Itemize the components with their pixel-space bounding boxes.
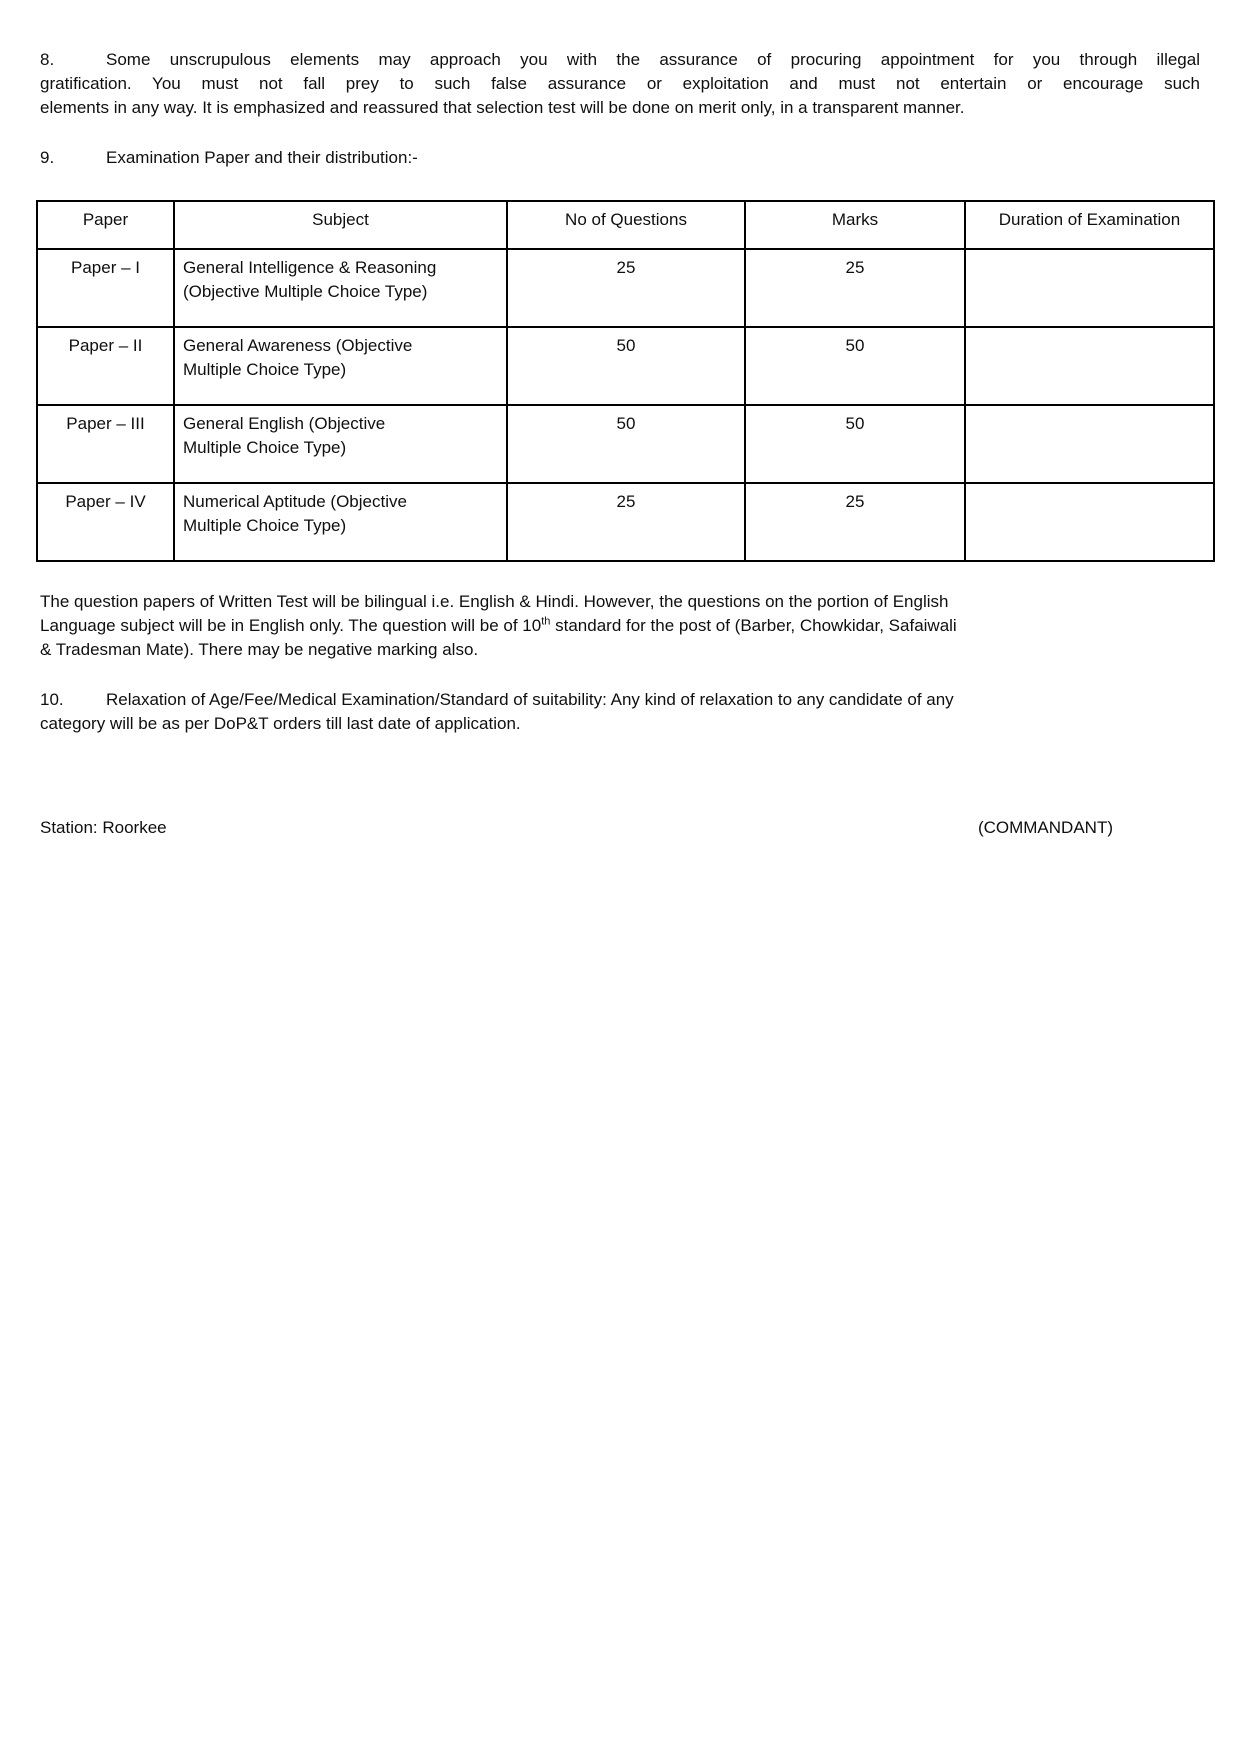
paragraph-9-heading xyxy=(40,146,1200,170)
paragraph-10-line-2: category will be as per DoP&T orders till last date of application. xyxy=(40,714,521,733)
cell-paper-2: Paper – II xyxy=(37,327,174,405)
paragraph-bilingual-note xyxy=(40,590,1200,662)
subject-line: (Objective Multiple Choice Type) xyxy=(183,282,428,301)
cell-paper-1: Paper – I xyxy=(37,249,174,327)
cell-subject-1 xyxy=(174,249,507,327)
table-header-subject: Subject xyxy=(174,201,507,249)
cell-marks-1: 25 xyxy=(745,249,965,327)
bilingual-line-3: & Tradesman Mate). There may be negative marking also. xyxy=(40,640,479,659)
paragraph-8-line-3: elements in any way. It is emphasized and reassured that selection test will be done on merit only, in a transparent manner. xyxy=(40,98,965,117)
cell-paper-3: Paper – III xyxy=(37,405,174,483)
bilingual-line-2 xyxy=(40,614,1200,638)
station-label: Station: Roorkee xyxy=(40,818,167,837)
table-header-row xyxy=(37,201,1214,249)
cell-duration-3 xyxy=(965,405,1214,483)
paragraph-10 xyxy=(40,688,1200,736)
subject-line: Numerical Aptitude (Objective xyxy=(183,492,407,511)
cell-duration-2 xyxy=(965,327,1214,405)
paragraph-10-line-1 xyxy=(40,688,1200,712)
paragraph-8-line-2: gratification. You must not fall prey to such false assurance or exploitation and must not entertain or encourage such xyxy=(40,74,1200,93)
cell-duration-4 xyxy=(965,483,1214,561)
subject-line: General Intelligence & Reasoning xyxy=(183,258,437,277)
cell-subject-4 xyxy=(174,483,507,561)
exam-papers-table xyxy=(36,200,1215,562)
cell-duration-1 xyxy=(965,249,1214,327)
cell-questions-4: 25 xyxy=(507,483,745,561)
table-row xyxy=(37,327,1214,405)
cell-questions-1: 25 xyxy=(507,249,745,327)
cell-marks-3: 50 xyxy=(745,405,965,483)
subject-line: Multiple Choice Type) xyxy=(183,516,347,535)
paragraph-10-text-1: Relaxation of Age/Fee/Medical Examination/Standard of suitability: Any kind of relaxation to any candidate of any xyxy=(106,690,954,709)
cell-questions-2: 50 xyxy=(507,327,745,405)
cell-paper-4: Paper – IV xyxy=(37,483,174,561)
commandant-label: (COMMANDANT) xyxy=(977,818,1113,837)
cell-marks-2: 50 xyxy=(745,327,965,405)
cell-marks-4: 25 xyxy=(745,483,965,561)
subject-line: Multiple Choice Type) xyxy=(183,438,347,457)
table-header-questions: No of Questions xyxy=(507,201,745,249)
paragraph-8-line-1 xyxy=(40,48,1200,72)
bilingual-line-2-post: standard for the post of (Barber, Chowkidar, Safaiwali xyxy=(550,616,957,635)
signature-row xyxy=(40,816,1200,840)
ordinal-superscript: th xyxy=(541,615,551,628)
paragraph-8 xyxy=(40,48,1200,120)
bilingual-line-2-pre: Language subject will be in English only. The question will be of 10 xyxy=(40,616,542,635)
cell-subject-2 xyxy=(174,327,507,405)
paragraph-9-number: 9. xyxy=(40,148,55,167)
paragraph-10-number: 10. xyxy=(40,690,64,709)
paragraph-8-text-1: Some unscrupulous elements may approach you with the assurance of procuring appointment for you through illegal xyxy=(106,50,1200,69)
paragraph-8-number: 8. xyxy=(40,50,55,69)
subject-line: Multiple Choice Type) xyxy=(183,360,347,379)
subject-line: General English (Objective xyxy=(183,414,386,433)
table-row xyxy=(37,249,1214,327)
table-header-paper: Paper xyxy=(37,201,174,249)
cell-questions-3: 50 xyxy=(507,405,745,483)
table-header-duration: Duration of Examination xyxy=(965,201,1214,249)
subject-line: General Awareness (Objective xyxy=(183,336,413,355)
table-row xyxy=(37,483,1214,561)
paragraph-9-text: Examination Paper and their distribution:- xyxy=(106,148,418,167)
bilingual-line-1: The question papers of Written Test will be bilingual i.e. English & Hindi. However, the questions on the portion of English xyxy=(40,592,949,611)
cell-subject-3 xyxy=(174,405,507,483)
table-header-marks: Marks xyxy=(745,201,965,249)
table-row xyxy=(37,405,1214,483)
